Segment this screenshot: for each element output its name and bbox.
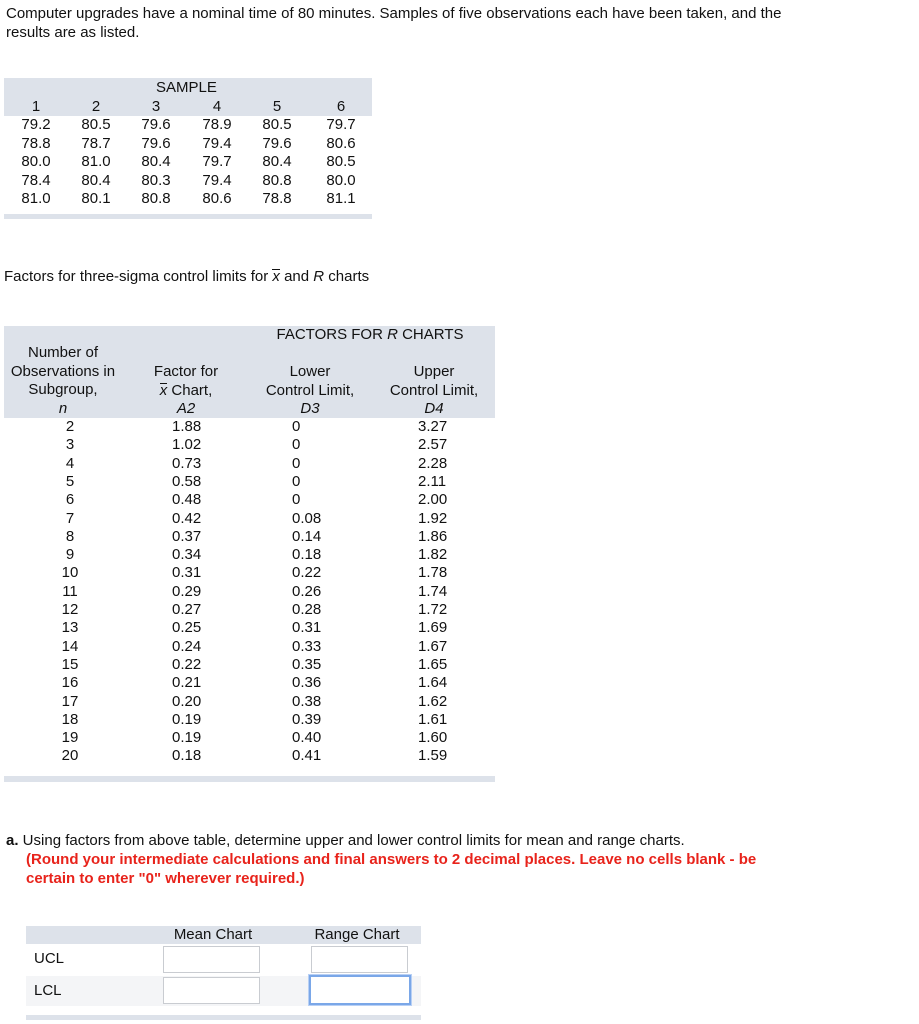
- factors-cell: 2.11: [418, 472, 447, 490]
- sample-cell: 80.0: [326, 171, 356, 189]
- sample-cell: 80.0: [21, 153, 51, 170]
- sample-cell: 81.0: [21, 190, 51, 207]
- col-header-d4: Upper Control Limit, D4: [389, 363, 479, 417]
- answer-table-bottom-bar: [26, 1015, 421, 1020]
- sample-cell: 80.6: [202, 190, 232, 207]
- factors-group-title: FACTORS FOR R CHARTS: [276, 326, 464, 343]
- factors-cell: 0.19: [172, 710, 202, 728]
- question-label: a.: [6, 832, 19, 849]
- question-instruction: (Round your intermediate calculations and final answers to 2 decimal places. Leave no cells blank - be certain to enter "0" wherever required.): [26, 851, 757, 887]
- factors-cell: 0.24: [172, 637, 202, 655]
- sample-cell: 78.7: [81, 134, 111, 152]
- sample-cell: 80.4: [262, 153, 292, 170]
- sample-cell: 78.9: [202, 116, 232, 133]
- factors-cell: 10: [61, 564, 79, 582]
- sample-col-header: 6: [336, 98, 346, 115]
- factors-cell: 0.25: [172, 619, 202, 637]
- factors-cell: 0.22: [292, 564, 322, 582]
- factors-cell: 0: [292, 491, 301, 509]
- xbar-symbol: x: [272, 268, 280, 285]
- factors-cell: 19: [61, 729, 79, 747]
- factors-cell: 0.35: [292, 655, 322, 673]
- factors-cell: 2.00: [418, 491, 448, 509]
- problem-intro: Computer upgrades have a nominal time of 80 minutes. Samples of five observations each have been taken, and the results are as listed.: [6, 5, 782, 41]
- factors-cell: 13: [61, 619, 79, 637]
- sample-cell: 80.6: [326, 134, 356, 152]
- sample-cell: 80.4: [81, 171, 111, 189]
- factors-cell: 15: [61, 655, 79, 673]
- factors-cell: 9: [65, 546, 75, 564]
- factors-cell: 2: [65, 418, 75, 435]
- col-header-a2: Factor for x Chart, A2: [153, 363, 219, 417]
- factors-cell: 2.28: [418, 454, 448, 472]
- sample-title: SAMPLE: [156, 79, 217, 96]
- factors-cell: 6: [65, 491, 75, 509]
- factors-cell: 12: [61, 601, 79, 618]
- factors-cell: 0.40: [292, 729, 322, 747]
- factors-cell: 0.34: [172, 546, 202, 564]
- factors-cell: 0.26: [292, 582, 322, 600]
- factors-cell: 1.61: [418, 710, 448, 728]
- factors-cell: 0.29: [172, 582, 202, 600]
- lcl-range-input[interactable]: [309, 975, 411, 1005]
- factors-cell: 14: [61, 637, 79, 655]
- factors-cell: 1.82: [418, 546, 448, 564]
- factors-cell: 1.88: [172, 418, 202, 435]
- ucl-mean-input[interactable]: [163, 946, 260, 973]
- factors-cell: 1.78: [418, 564, 448, 582]
- factors-cell: 1.62: [418, 692, 448, 710]
- factors-cell: 1.92: [418, 509, 448, 527]
- factors-cell: 0.73: [172, 454, 202, 472]
- sample-col-header: 5: [272, 98, 282, 115]
- factors-table: [4, 326, 495, 782]
- factors-cell: 0.42: [172, 509, 202, 527]
- factors-cell: 7: [65, 509, 75, 527]
- factors-cell: 4: [65, 454, 75, 472]
- factors-cell: 0.36: [292, 674, 322, 692]
- factors-cell: 0.18: [172, 747, 202, 765]
- sample-cell: 80.5: [326, 153, 356, 170]
- factors-cell: 0: [292, 472, 301, 490]
- factors-cell: 0.37: [172, 527, 202, 545]
- factors-table-bottom-bar: [4, 776, 495, 782]
- ucl-label: UCL: [34, 950, 65, 967]
- sample-cell: 80.1: [81, 190, 111, 207]
- sample-cell: 81.1: [326, 190, 356, 207]
- factors-cell: 3: [65, 436, 75, 454]
- factors-cell: 0.22: [172, 655, 202, 673]
- factors-cell: 0.19: [172, 729, 202, 747]
- ucl-range-input[interactable]: [311, 946, 408, 973]
- factors-cell: 1.60: [418, 729, 448, 747]
- sample-col-header: 1: [31, 98, 41, 115]
- sample-cell: 80.5: [81, 116, 111, 133]
- lcl-label: LCL: [34, 982, 62, 999]
- sample-cell: 81.0: [81, 153, 111, 170]
- factors-cell: 0: [292, 436, 301, 454]
- factors-cell: 8: [65, 527, 75, 545]
- sample-col-header: 3: [151, 98, 161, 115]
- factors-cell: 0.31: [292, 619, 322, 637]
- factors-cell: 1.59: [418, 747, 448, 765]
- factors-caption-prefix: Factors for three-sigma control limits for: [4, 268, 273, 285]
- factors-cell: 11: [62, 582, 78, 600]
- factors-cell: 0.08: [292, 509, 322, 527]
- col-header-n: Number of Observations in Subgroup, n: [10, 344, 116, 417]
- sample-cell: 80.8: [262, 171, 292, 189]
- factors-cell: 1.67: [418, 637, 448, 655]
- factors-cell: 1.86: [418, 527, 448, 545]
- sample-cell: 79.4: [202, 134, 232, 152]
- col-header-d3: Lower Control Limit, D3: [265, 363, 355, 417]
- factors-cell: 0.14: [292, 527, 322, 545]
- r-symbol: R: [313, 268, 325, 285]
- sample-cell: 79.7: [202, 153, 232, 170]
- factors-caption-suffix: charts: [324, 268, 370, 285]
- factors-cell: 0.48: [172, 491, 202, 509]
- sample-cell: 79.6: [141, 134, 171, 152]
- factors-cell: 17: [61, 692, 79, 710]
- question-a: [6, 831, 786, 888]
- factors-cell: 1.74: [418, 582, 448, 600]
- factors-cell: 0.31: [172, 564, 202, 582]
- sample-table-bottom-bar: [4, 214, 372, 219]
- sample-cell: 78.8: [21, 134, 51, 152]
- factors-cell: 0.27: [172, 601, 202, 618]
- lcl-mean-input[interactable]: [163, 977, 260, 1004]
- sample-cell: 80.5: [262, 116, 292, 133]
- factors-cell: 0: [292, 454, 301, 472]
- factors-cell: 0.33: [292, 637, 322, 655]
- sample-cell: 80.3: [141, 171, 171, 189]
- mean-chart-header: Mean Chart: [173, 926, 253, 943]
- sample-cell: 78.8: [262, 190, 292, 207]
- factors-cell: 1.69: [418, 619, 448, 637]
- sample-cell: 80.8: [141, 190, 171, 207]
- question-text: Using factors from above table, determine upper and lower control limits for mean and range charts.: [18, 832, 685, 849]
- factors-cell: 0.58: [172, 472, 202, 490]
- factors-cell: 0.21: [172, 674, 202, 692]
- sample-cell: 79.6: [262, 134, 292, 152]
- factors-cell: 0.38: [292, 692, 322, 710]
- factors-cell: 5: [65, 472, 75, 490]
- sample-cell: 79.6: [141, 116, 171, 133]
- sample-cell: 79.2: [21, 116, 51, 133]
- range-chart-header: Range Chart: [314, 926, 400, 943]
- factors-cell: 18: [61, 710, 79, 728]
- sample-cell: 79.7: [326, 116, 356, 133]
- factors-cell: 0.20: [172, 692, 202, 710]
- factors-cell: 0.28: [292, 601, 322, 618]
- factors-cell: 0.18: [292, 546, 322, 564]
- factors-cell: 20: [61, 747, 79, 765]
- factors-caption: [4, 268, 369, 285]
- factors-cell: 0.41: [292, 747, 322, 765]
- factors-cell: 3.27: [418, 418, 448, 435]
- sample-cell: 79.4: [202, 171, 232, 189]
- factors-cell: 2.57: [418, 436, 448, 454]
- answer-table: [26, 926, 421, 1022]
- factors-cell: 0.39: [292, 710, 322, 728]
- factors-cell: 1.02: [172, 436, 202, 454]
- sample-col-header: 2: [91, 98, 101, 115]
- factors-cell: 0: [292, 418, 301, 435]
- factors-cell: 1.64: [418, 674, 448, 692]
- factors-cell: 1.72: [418, 601, 448, 618]
- factors-cell: 16: [61, 674, 79, 692]
- factors-caption-middle: and: [279, 268, 314, 285]
- sample-cell: 80.4: [141, 153, 171, 170]
- sample-cell: 78.4: [21, 171, 51, 189]
- sample-col-header: 4: [212, 98, 222, 115]
- factors-cell: 1.65: [418, 655, 448, 673]
